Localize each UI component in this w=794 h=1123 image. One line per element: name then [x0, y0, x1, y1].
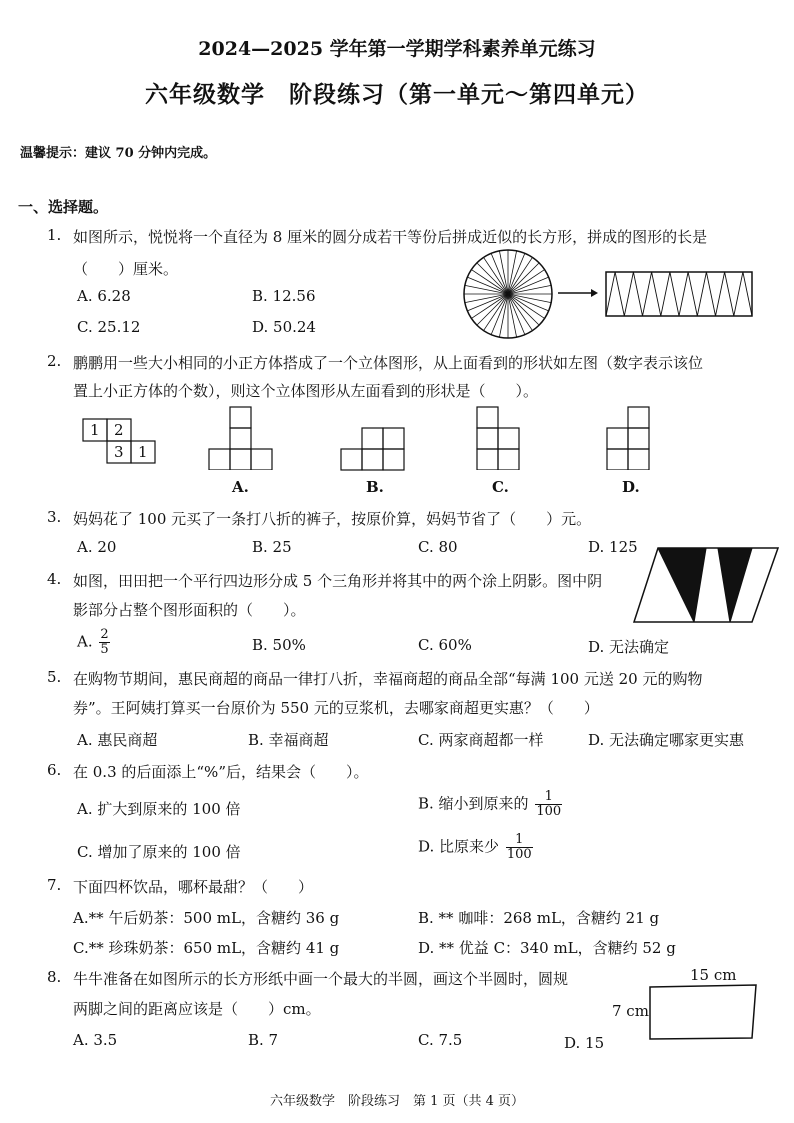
q4-parallelogram-figure	[632, 546, 780, 624]
fraction-denominator: 100	[536, 804, 562, 819]
q8-line2: 两脚之间的距离应该是（ ）cm。	[73, 1000, 321, 1018]
q6-option-b-text: B. 缩小到原来的	[418, 794, 529, 813]
q6-option-d-text: D. 比原来少	[418, 837, 500, 856]
q2-line1: 鹏鹏用一些大小相同的小正方体搭成了一个立体图形，从上面看到的形状如左图（数字表示该位	[73, 354, 704, 372]
q7-option-d: D. ** 优益 C：340 mL，含糖约 52 g	[418, 939, 676, 957]
q7-option-c: C.** 珍珠奶茶：650 mL，含糖约 41 g	[73, 939, 340, 957]
q8-option-d: D. 15	[564, 1034, 605, 1052]
q2-grid-number: 3	[114, 443, 124, 461]
exam-title: 2024—2025 学年第一学期学科素养单元练习	[198, 38, 596, 60]
q2-option-b: B.	[366, 478, 384, 496]
q8-width-label: 15 cm	[690, 966, 737, 984]
q3-text: 妈妈花了 100 元买了一条打八折的裤子，按原价算，妈妈节省了（ ）元。	[73, 510, 592, 528]
q8-option-b: B. 7	[248, 1031, 279, 1049]
q2-option-d: D.	[622, 478, 640, 496]
q2-option-c-figure	[476, 406, 522, 470]
q7-option-b: B. ** 咖啡：268 mL，含糖约 21 g	[418, 909, 660, 927]
q8-line1: 牛牛准备在如图所示的长方形纸中画一个最大的半圆，画这个半圆时，圆规	[73, 970, 569, 988]
exam-subtitle: 六年级数学 阶段练习（第一单元～第四单元）	[145, 81, 649, 108]
q4-option-a-label: A.	[77, 632, 93, 651]
q3-option-b: B. 25	[252, 538, 292, 556]
q6-option-a: A. 扩大到原来的 100 倍	[77, 800, 241, 818]
q4-option-c: C. 60%	[418, 636, 472, 654]
q6-option-b-fraction	[535, 790, 562, 819]
q6-text: 在 0.3 的后面添上“%”后，结果会（ ）。	[73, 763, 369, 781]
q2-option-a-figure	[208, 406, 276, 470]
q5-option-a: A. 惠民商超	[77, 731, 158, 749]
q2-grid-number: 1	[138, 443, 148, 461]
q5-option-b: B. 幸福商超	[248, 731, 329, 749]
q3-option-c: C. 80	[418, 538, 458, 556]
q6-option-c: C. 增加了原来的 100 倍	[77, 843, 241, 861]
q1-circle-diagram	[462, 248, 554, 340]
fraction-denominator: 5	[100, 642, 109, 657]
q4-line2: 影部分占整个图形面积的（ ）。	[73, 601, 306, 619]
q2-option-c: C.	[492, 478, 509, 496]
q5-line1: 在购物节期间，惠民商超的商品一律打八折，幸福商超的商品全部“每满 100 元送 20 元的购物	[73, 670, 703, 688]
q2-option-d-figure	[606, 406, 652, 470]
section-title: 一、选择题。	[18, 198, 109, 216]
q1-line2: （ ）厘米。	[73, 260, 179, 278]
tip-text: 温馨提示：建议 70 分钟内完成。	[20, 146, 217, 161]
q5-option-d: D. 无法确定哪家更实惠	[588, 731, 745, 749]
q2-grid-number: 1	[90, 421, 100, 439]
q2-line2: 置上小正方体的个数），则这个立体图形从左面看到的形状是（ ）。	[73, 382, 539, 400]
fraction-numerator: 2	[100, 627, 109, 642]
q2-option-b-figure	[340, 427, 408, 471]
fraction-denominator: 100	[506, 847, 532, 862]
q6-option-d	[418, 833, 533, 862]
q1-option-d: D. 50.24	[252, 318, 316, 336]
q4-option-d: D. 无法确定	[588, 638, 670, 656]
q1-option-c: C. 25.12	[77, 318, 141, 336]
q6-option-d-fraction	[506, 833, 533, 862]
q8-number: 8.	[47, 968, 62, 986]
q3-option-d: D. 125	[588, 538, 638, 556]
q4-option-b: B. 50%	[252, 636, 306, 654]
q1-rectangle-diagram	[604, 270, 754, 318]
q2-number: 2.	[47, 352, 62, 370]
q1-line1: 如图所示，悦悦将一个直径为 8 厘米的圆分成若干等份后拼成近似的长方形，拼成的图形的长是	[73, 228, 708, 246]
fraction-numerator: 1	[535, 790, 562, 805]
q6-number: 6.	[47, 761, 62, 779]
q4-line1: 如图，田田把一个平行四边形分成 5 个三角形并将其中的两个涂上阴影。图中阴	[73, 572, 603, 590]
q3-option-a: A. 20	[77, 538, 117, 556]
q4-option-a	[77, 628, 110, 657]
q7-text: 下面四杯饮品，哪杯最甜？（ ）	[73, 878, 314, 896]
q8-option-a: A. 3.5	[73, 1031, 118, 1049]
q1-number: 1.	[47, 226, 62, 244]
q1-option-a: A. 6.28	[77, 287, 131, 305]
q5-number: 5.	[47, 668, 62, 686]
fraction-numerator: 1	[506, 833, 533, 848]
q4-option-a-fraction	[99, 628, 109, 657]
q7-number: 7.	[47, 876, 62, 894]
q5-line2: 券”。王阿姨打算买一台原价为 550 元的豆浆机，去哪家商超更实惠？（ ）	[73, 699, 599, 717]
q8-option-c: C. 7.5	[418, 1031, 463, 1049]
q1-option-b: B. 12.56	[252, 287, 316, 305]
q7-option-a: A.** 午后奶茶：500 mL，含糖约 36 g	[73, 909, 340, 927]
q1-arrow	[557, 287, 599, 299]
q3-number: 3.	[47, 508, 62, 526]
q2-grid-number: 2	[114, 421, 124, 439]
q5-option-c: C. 两家商超都一样	[418, 731, 544, 749]
q8-height-label: 7 cm	[612, 1002, 649, 1020]
q6-option-b	[418, 790, 562, 819]
q2-option-a: A.	[232, 478, 249, 496]
q4-number: 4.	[47, 570, 62, 588]
q8-rectangle-figure	[648, 983, 758, 1041]
page-footer: 六年级数学 阶段练习 第 1 页（共 4 页）	[269, 1094, 525, 1109]
